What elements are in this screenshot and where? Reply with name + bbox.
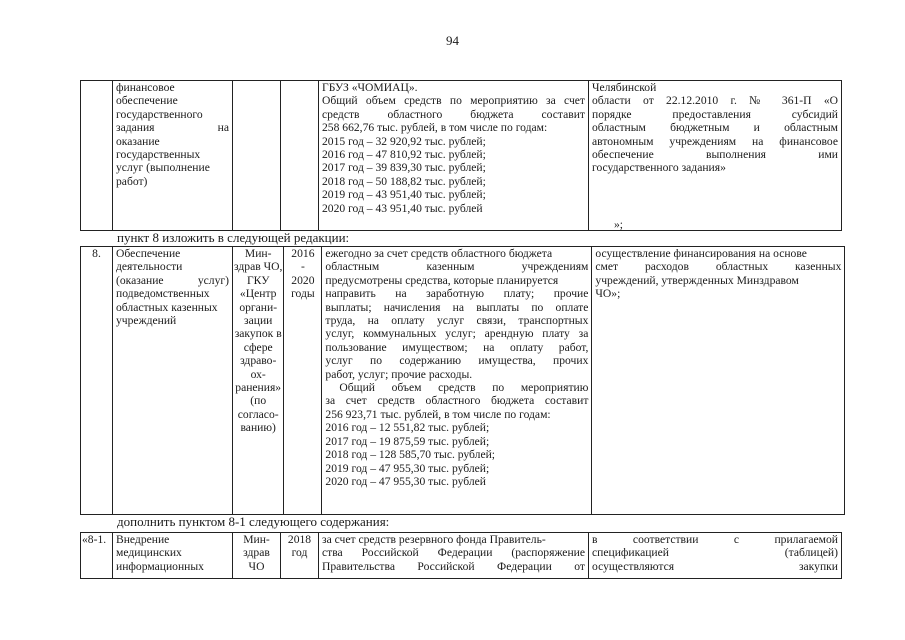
cell-executor: Мин- здрав ЧО [233, 533, 281, 579]
cell-period [281, 81, 319, 231]
cell-period: 2018 год [281, 533, 319, 579]
page-number: 94 [446, 33, 459, 48]
cell-num [81, 81, 113, 231]
cell-funding: ежегодно за счет средств областного бюджета областным казенным учреждениям предусмотрены средства, которые планируется направить на заработную плату; прочие выплаты; начисления на выплаты по оплате труда, на оплату услуг связи, транспортных услуг, коммунальных услуг; арендную плату за пользование имуществом; на оплату работ, услуг по содержанию имущества, прочих работ, услуг; прочие расходы. Общий объем средств по мероприятию за счет средств областного бюджета составит 256 923,71 тыс. рублей, в том числе по годам: 2016 год – 12 551,82 тыс. рублей; 2017 год – 19 875,59 тыс. рублей; 2018 год – 128 585,70 тыс. рублей; 2019 год – 47 955,30 тыс. рублей; 2020 год – 47 955,30 тыс. рублей [322, 247, 592, 515]
cell-num: 8. [81, 247, 113, 515]
table-continuation [80, 80, 842, 231]
instruction-item-8: пункт 8 изложить в следующей редакции: [117, 230, 350, 245]
cell-num: «8-1. [81, 533, 113, 579]
cell-measure-name: финансовое обеспечение государственного задания на оказание государственных услуг (выполнение работ) [113, 81, 233, 231]
cell-funding: за счет средств резервного фонда Правитель- ства Российской Федерации (распоряжение Правительства Российской Федерации от [319, 533, 589, 579]
cell-executor [233, 81, 281, 231]
cell-result: Челябинской области от 22.12.2010 г. № 361-П «О порядке предоставления субсидий областным бюджетным и областным автономным учреждениям на финансовое обеспечение выполнения ими государственного задания» [589, 81, 842, 231]
cell-funding: ГБУЗ «ЧОМИАЦ». Общий объем средств по мероприятию за счет средств областного бюджета составит 258 662,76 тыс. рублей, в том числе по годам: 2015 год – 32 920,92 тыс. рублей; 2016 год – 47 810,92 тыс. рублей; 2017 год – 39 839,30 тыс. рублей; 2018 год – 50 188,82 тыс. рублей; 2019 год – 43 951,40 тыс. рублей; 2020 год – 43 951,40 тыс. рублей [319, 81, 589, 231]
quote-close: »; [614, 218, 624, 231]
table-item-8 [80, 246, 845, 515]
cell-measure-name: Обеспечение деятельности (оказание услуг) подведомственных областных казенных учреждений [113, 247, 233, 515]
cell-executor: Мин- здрав ЧО, ГКУ «Центр органи- зации закупок в сфере здраво- ох- ранения» (по согласо- ванию) [233, 247, 284, 515]
cell-measure-name: Внедрение медицинских информационных [113, 533, 233, 579]
cell-result: осуществление финансирования на основе смет расходов областных казенных учреждений, утвержденных Минздравом ЧО»; [592, 247, 845, 515]
cell-result: в соответствии с прилагаемой спецификацией (таблицей) осуществляются закупки [589, 533, 842, 579]
table-item-8-1 [80, 532, 842, 579]
instruction-item-8-1: дополнить пунктом 8-1 следующего содержания: [117, 514, 390, 529]
cell-period: 2016 - 2020 годы [284, 247, 322, 515]
